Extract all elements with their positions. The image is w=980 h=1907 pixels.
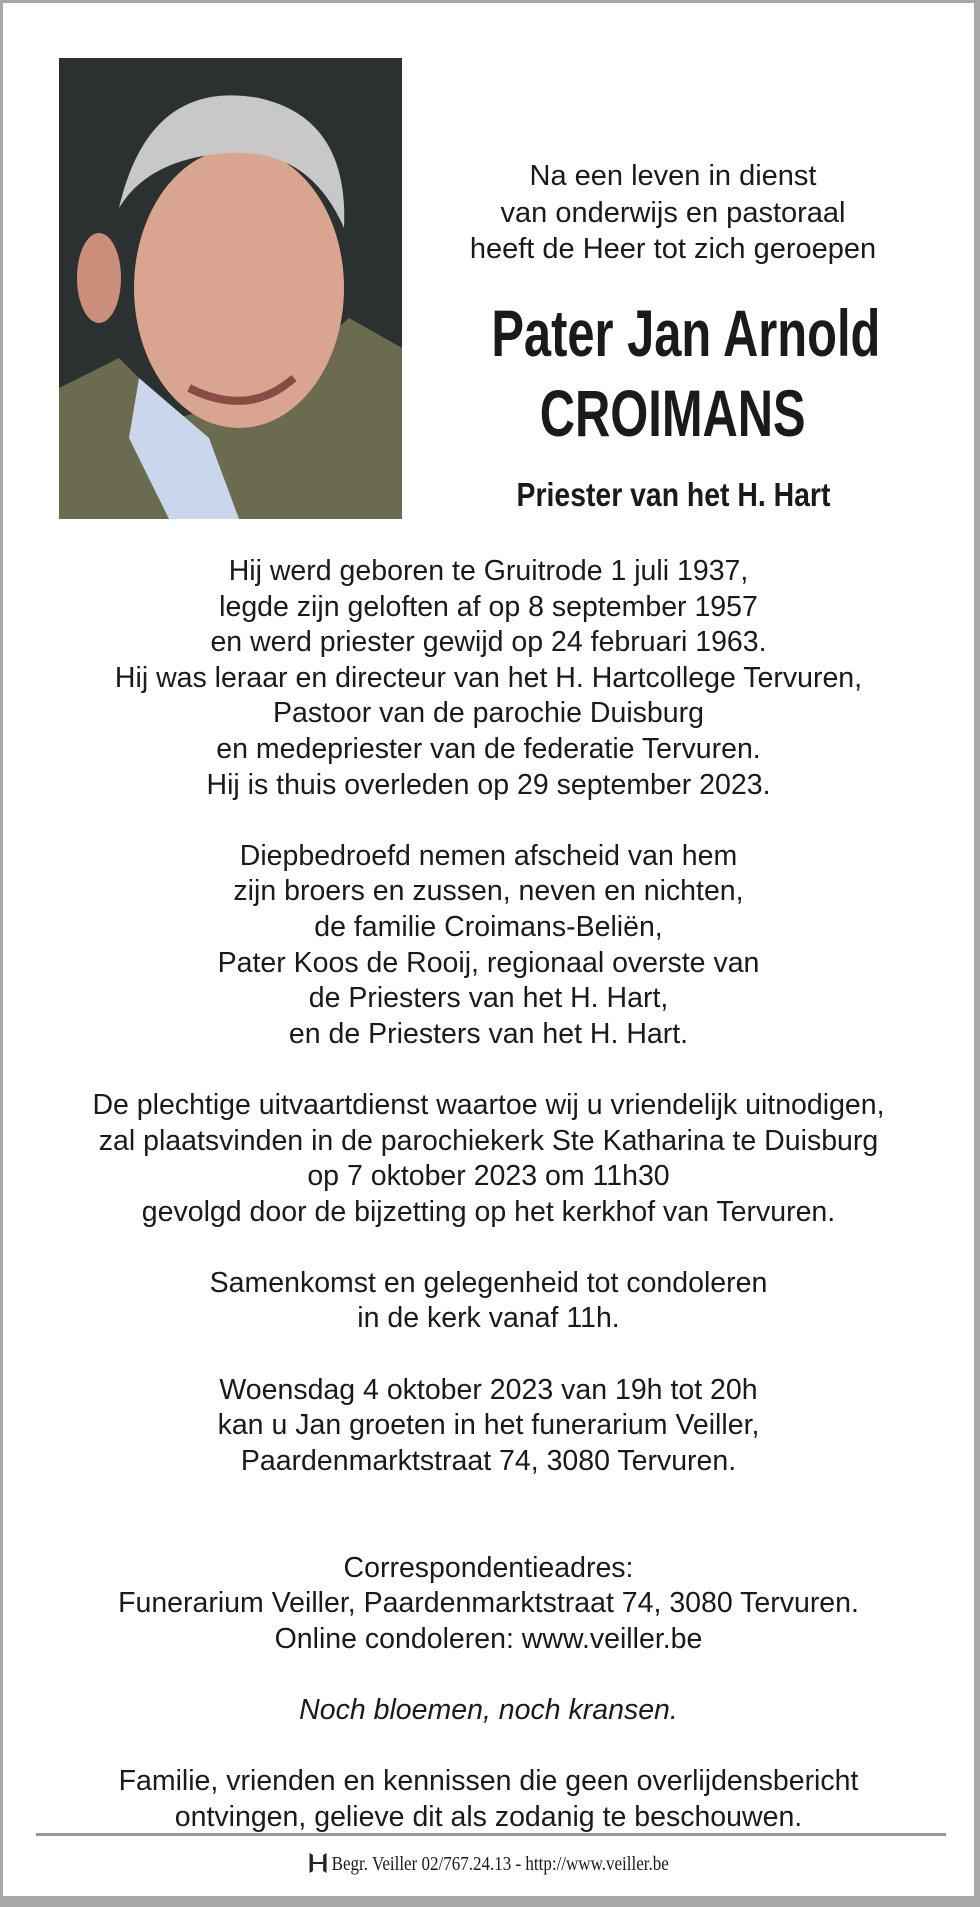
visitation-line: Woensdag 4 oktober 2023 van 19h tot 20h [219, 1373, 758, 1406]
obituary-card [3, 3, 974, 1896]
correspondence-line: Correspondentieadres: [343, 1551, 634, 1584]
notice-line: Familie, vrienden en kennissen die geen overlijdensbericht [118, 1765, 859, 1798]
correspondence-line: Funerarium Veiller, Paardenmarktstraat 74, 3080 Tervuren. [118, 1587, 859, 1620]
obituary-body [3, 554, 974, 1835]
mourners-line: de Priesters van het H. Hart, [308, 982, 669, 1015]
funeral-line: De plechtige uitvaartdienst waartoe wij u vriendelijk uitnodigen, [92, 1088, 885, 1121]
divider [36, 1833, 946, 1836]
footer [3, 1851, 974, 1876]
portrait-photo [59, 58, 402, 519]
deceased-name [423, 293, 923, 453]
gathering-line: in de kerk vanaf 11h. [357, 1302, 620, 1335]
name-line: Pater Jan Arnold [491, 296, 881, 370]
bio-line: en medepriester van de federatie Tervuren. [216, 732, 761, 765]
funeral-home-logo-icon [308, 1851, 328, 1875]
visitation-line: kan u Jan groeten in het funerarium Veiller, [217, 1409, 760, 1442]
intro-line: Na een leven in dienst [529, 160, 817, 192]
intro-text [443, 158, 903, 268]
funeral-line: zal plaatsvinden in de parochiekerk Ste Katharina te Duisburg [98, 1124, 879, 1157]
mourners-line: zijn broers en zussen, neven en nichten, [233, 875, 744, 908]
intro-line: heeft de Heer tot zich geroepen [469, 233, 877, 265]
surname-line: CROIMANS [540, 376, 806, 450]
funeral-line: gevolgd door de bijzetting op het kerkhof van Tervuren. [141, 1195, 836, 1228]
bio-line: Pastoor van de parochie Duisburg [273, 697, 704, 730]
intro-line: van onderwijs en pastoraal [500, 196, 846, 229]
subtitle-text: Priester van het H. Hart [516, 476, 830, 513]
bio-line: legde zijn geloften af op 8 september 1957 [219, 590, 758, 623]
footer-text: Begr. Veiller 02/767.24.13 - http://www.veiller.be [331, 1853, 669, 1875]
visitation-line: Paardenmarktstraat 74, 3080 Tervuren. [240, 1444, 737, 1477]
funeral-line: op 7 oktober 2023 om 11h30 [307, 1160, 670, 1193]
notice-line: ontvingen, gelieve dit als zodanig te beschouwen. [174, 1800, 803, 1833]
mourners-line: en de Priesters van het H. Hart. [288, 1017, 689, 1050]
flowers-note: Noch bloemen, noch kransen. [299, 1694, 678, 1726]
mourners-line: Diepbedroefd nemen afscheid van hem [239, 839, 738, 872]
bio-line: Hij was leraar en directeur van het H. Hartcollege Tervuren, [114, 661, 863, 694]
subtitle [423, 476, 923, 514]
mourners-line: de familie Croimans-Beliën, [314, 910, 663, 943]
mourners-line: Pater Koos de Rooij, regionaal overste van [217, 946, 760, 979]
correspondence-line: Online condoleren: www.veiller.be [274, 1622, 703, 1655]
bio-line: en werd priester gewijd op 24 februari 1963. [210, 626, 767, 659]
bio-line: Hij werd geboren te Gruitrode 1 juli 1937, [228, 555, 749, 587]
gathering-line: Samenkomst en gelegenheid tot condoleren [209, 1266, 768, 1299]
bio-line: Hij is thuis overleden op 29 september 2023. [206, 768, 771, 801]
